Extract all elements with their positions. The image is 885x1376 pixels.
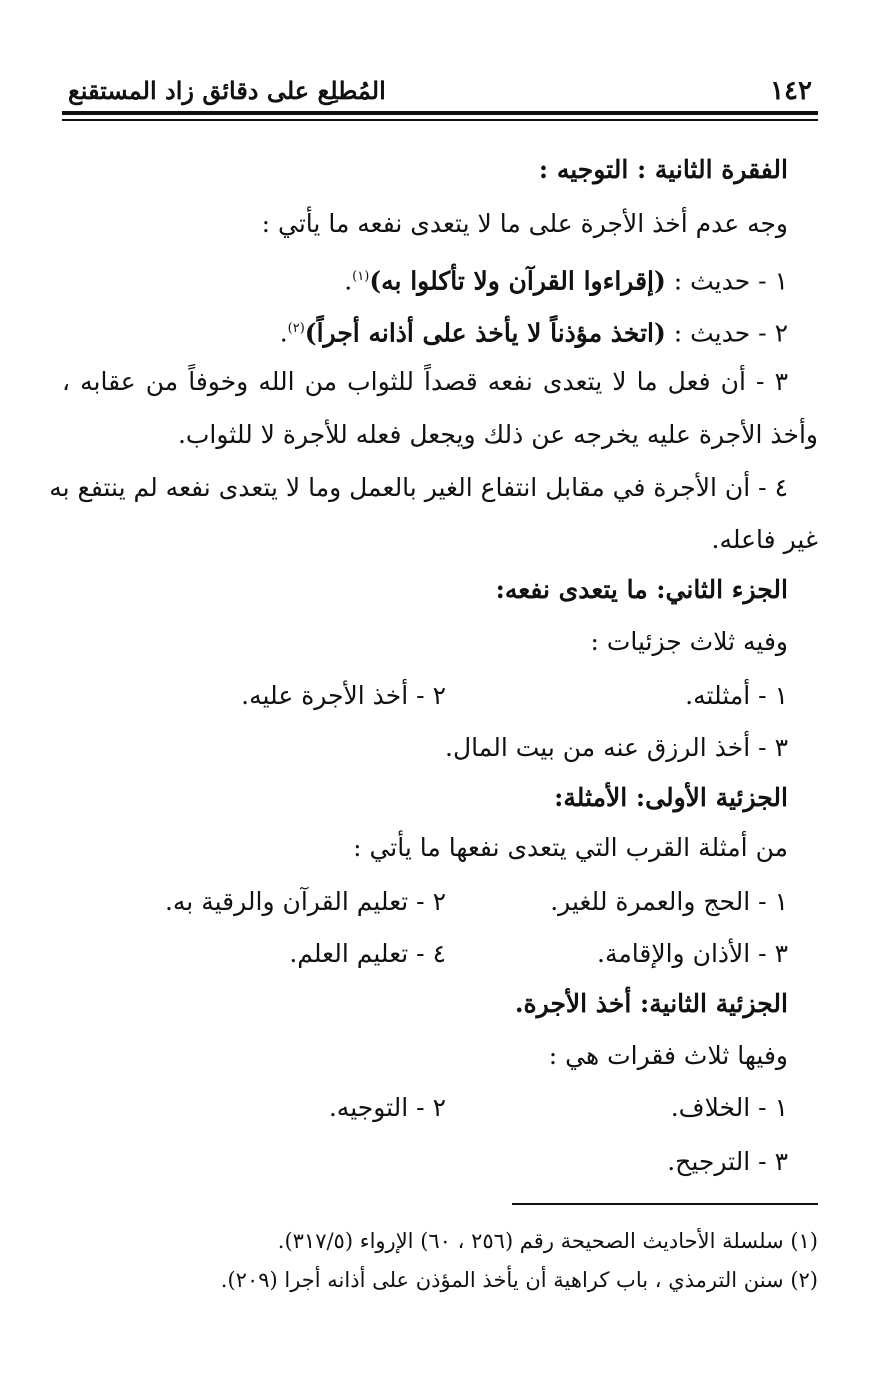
hadith-text: (إقراءوا القرآن ولا تأكلوا به) <box>369 266 666 296</box>
list-item-4: ٤ - أن الأجرة في مقابل انتفاع الغير بالعمل وما لا يتعدى نفعه لم ينتفع به <box>49 473 788 502</box>
list-item: ١ - الحج والعمرة للغير. <box>550 887 788 916</box>
footnote-ref[interactable]: (١) <box>352 269 370 284</box>
hadith-text: (اتخذ مؤذناً لا يأخذ على أذانه أجراً) <box>304 318 666 348</box>
list-item: ١ - أمثلته. <box>685 681 788 710</box>
intro-line: وفيه ثلاث جزئيات : <box>590 627 788 656</box>
list-item: ٣ - الأذان والإقامة. <box>597 939 788 968</box>
footnote-ref[interactable]: (٢) <box>287 321 305 336</box>
section-heading: الجزء الثاني: ما يتعدى نفعه: <box>495 575 788 604</box>
item-prefix: ١ - حديث : <box>665 266 788 296</box>
page-number: ١٤٢ <box>770 76 812 106</box>
list-item-hadith-1 <box>62 257 788 301</box>
intro-line: وجه عدم أخذ الأجرة على ما لا يتعدى نفعه ما يأتي : <box>261 209 788 238</box>
running-header <box>62 74 818 110</box>
paragraph-heading: الفقرة الثانية : التوجيه : <box>538 155 788 184</box>
list-item: ٣ - الترجيح. <box>667 1147 788 1176</box>
intro-line: وفيها ثلاث فقرات هي : <box>548 1041 788 1070</box>
list-item: ٤ - تعليم العلم. <box>289 939 446 968</box>
section-heading: الجزئية الثانية: أخذ الأجرة. <box>514 989 788 1018</box>
list-item: ٣ - أخذ الرزق عنه من بيت المال. <box>445 733 788 762</box>
list-item-hadith-2 <box>62 309 788 353</box>
footnote-separator <box>512 1203 818 1205</box>
list-item: ٢ - التوجيه. <box>328 1093 446 1122</box>
list-item: ١ - الخلاف. <box>670 1093 788 1122</box>
intro-line: من أمثلة القرب التي يتعدى نفعها ما يأتي : <box>353 833 788 862</box>
section-heading: الجزئية الأولى: الأمثلة: <box>554 783 788 812</box>
item-end: . <box>279 318 288 348</box>
header-rule-thin <box>62 119 818 121</box>
footnote-2: (٢) سنن الترمذي ، باب كراهية أن يأخذ المؤذن على أذانه أجرا (٢٠٩). <box>220 1268 818 1292</box>
footnote-1: (١) سلسلة الأحاديث الصحيحة رقم (٢٥٦ ، ٦٠) الإرواء (٣١٧/٥). <box>277 1229 818 1253</box>
header-rule-thick <box>62 111 818 115</box>
list-item-3-continued: وأخذ الأجرة عليه يخرجه عن ذلك ويجعل فعله للأجرة لا للثواب. <box>177 420 818 449</box>
list-item-4-continued: غير فاعله. <box>711 525 818 554</box>
page <box>49 0 818 1376</box>
item-prefix: ٢ - حديث : <box>665 318 788 348</box>
list-item: ٢ - تعليم القرآن والرقية به. <box>164 887 446 916</box>
item-end: . <box>344 266 353 296</box>
book-title: المُطلِع على دقائق زاد المستقنع <box>68 76 386 105</box>
list-item: ٢ - أخذ الأجرة عليه. <box>241 681 446 710</box>
list-item-3: ٣ - أن فعل ما لا يتعدى نفعه قصداً للثواب من الله وخوفاً من عقابه ، <box>62 367 788 396</box>
